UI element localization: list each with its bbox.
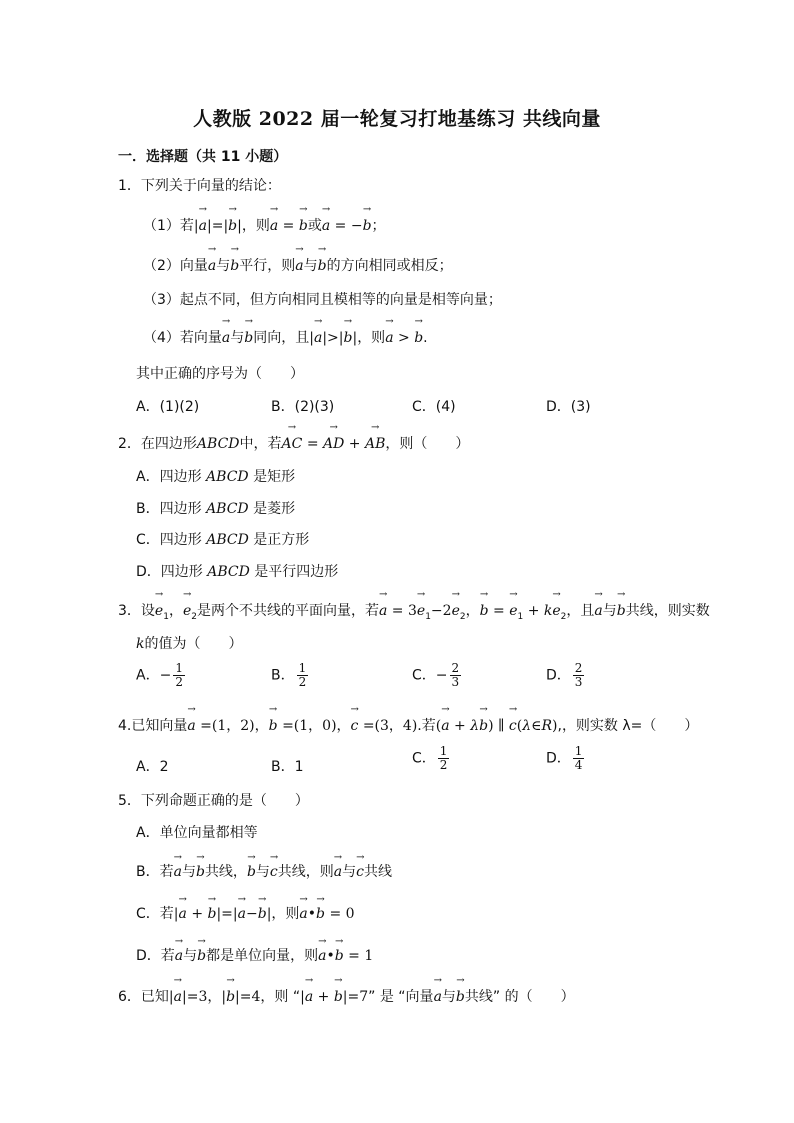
q4-option-c: C． $\frac{1}{2}$ <box>412 744 448 772</box>
q1-option-b: B．(2)(3) <box>271 399 335 415</box>
q1-stem: 1．下列关于向量的结论： <box>118 178 281 194</box>
q4-option-a: A．2 <box>136 759 169 775</box>
q3-stem: 3．设→ $e_1$，→ $e_2$是两个不共线的平面向量，若→ $a = 3\to e_1-2\to e_2$，→ b = → $e_1 + k\to e_2$，且→ a与→ b共线，则实数 <box>118 601 710 627</box>
q5-option-b: B．若→ a与→ b共线，→ b与→ c共线，则→ a与→ c共线 <box>136 861 392 881</box>
q5-option-d: D．若→ a与→ b都是单位向量，则→ a•→ b = 1 <box>136 945 373 965</box>
q3-option-a: A．− $\frac{1}{2}$ <box>136 661 183 689</box>
q5-option-c: C．若|→ a + → b|=|→ a−→ b|，则→ a•→ b = 0 <box>136 903 355 923</box>
q2-option-d: D．四边形 ABCD 是平行四边形 <box>136 564 339 580</box>
q2-stem: 2．在四边形ABCD中，若→ AC = → AD + → AB，则（ ） <box>118 434 469 454</box>
section-heading: 一．选择题（共 11 小题） <box>118 149 288 165</box>
q1-statement-3: （3）起点不同，但方向相同且模相等的向量是相等向量； <box>143 292 502 308</box>
q4-option-d: D． $\frac{1}{4}$ <box>546 744 583 772</box>
q1-option-a: A．(1)(2) <box>136 399 200 415</box>
q6-stem: 6．已知|→ a|=3，|→ b|=4，则 “|→ a + → b|=7” 是 “向量→ a与→ b共线” 的（ ） <box>118 987 575 1007</box>
q2-option-b: B．四边形 ABCD 是菱形 <box>136 501 296 517</box>
page-title: 人教版 2022 届一轮复习打地基练习 共线向量 <box>193 108 601 130</box>
q3-option-b: B． $\frac{1}{2}$ <box>271 661 307 689</box>
q1-option-d: D．(3) <box>546 399 591 415</box>
q1-ask: 其中正确的序号为（ ） <box>136 366 304 382</box>
q5-stem: 5．下列命题正确的是（ ） <box>118 793 309 809</box>
q4-stem: 4.已知向量→ a =(1，2)，→ b =(1，0)，→ c =(3，4).若(→ a + λ→ b) ∥ → c(λ∈R),，则实数 λ=（ ） <box>118 716 698 736</box>
q4-option-b: B．1 <box>271 759 304 775</box>
q2-option-a: A．四边形 ABCD 是矩形 <box>136 469 296 485</box>
q5-option-a: A．单位向量都相等 <box>136 825 258 841</box>
q3-stem-line2: k的值为（ ） <box>136 636 243 652</box>
q1-statement-2: （2）向量→ a与→ b平行，则→ a与→ b的方向相同或相反； <box>143 256 453 276</box>
q1-statement-4: （4）若向量→ a与→ b同向，且|→ a|>|→ b|，则→ a > → b. <box>143 328 428 348</box>
q3-option-d: D． $\frac{2}{3}$ <box>546 661 583 689</box>
q1-statement-1: （1）若|→ a|=|→ b|，则→ a = → b或→ a = −→ b； <box>143 216 386 236</box>
q1-option-c: C．(4) <box>412 399 456 415</box>
q2-option-c: C．四边形 ABCD 是正方形 <box>136 532 310 548</box>
q3-option-c: C．− $\frac{2}{3}$ <box>412 661 460 689</box>
